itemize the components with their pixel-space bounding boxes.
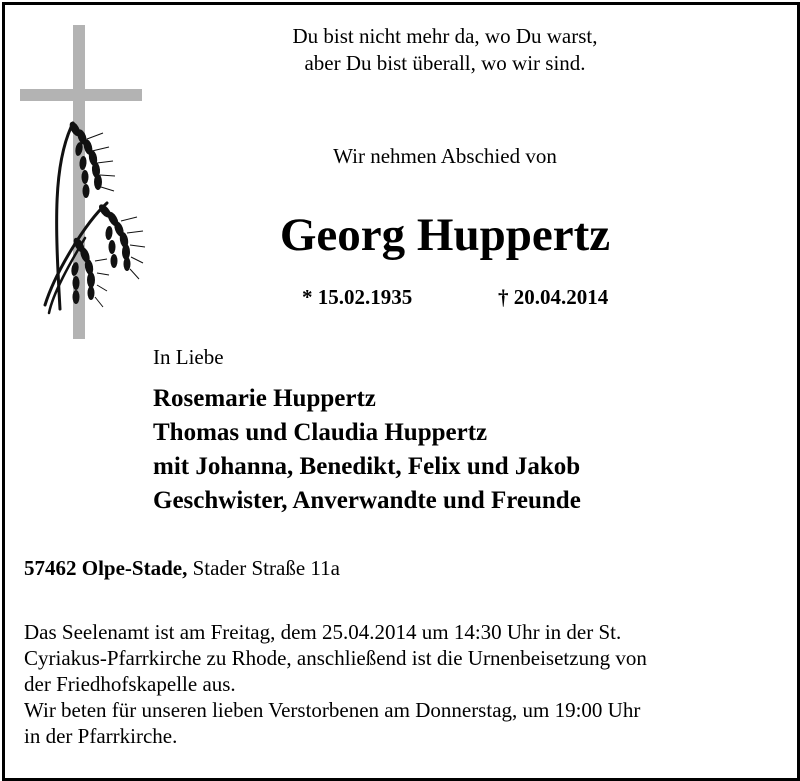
address-city: 57462 Olpe-Stade, [24, 556, 188, 580]
cross-horizontal-beam [20, 89, 142, 101]
obituary-notice [2, 2, 800, 781]
quote-line-1: Du bist nicht mehr da, wo Du warst, [292, 24, 598, 48]
mourner-line: Thomas und Claudia Huppertz [153, 419, 488, 446]
notice-line: Wir beten für unseren lieben Verstorbenen am Donnerstag, um 19:00 Uhr [24, 698, 641, 722]
cross-with-wheat-icon [15, 23, 155, 343]
in-love-label: In Liebe [153, 345, 224, 369]
family-address [24, 556, 340, 581]
mourner-line: mit Johanna, Benedikt, Felix und Jakob [153, 453, 581, 480]
death-date: † 20.04.2014 [498, 285, 609, 309]
mourner-line: Geschwister, Anverwandte und Freunde [153, 487, 581, 514]
notice-line: Cyriakus-Pfarrkirche zu Rhode, anschließend ist die Urnenbeisetzung von [24, 646, 647, 670]
address-street: Stader Straße 11a [192, 556, 340, 580]
deceased-name: Georg Huppertz [279, 209, 611, 261]
wheat-awns-lower [95, 259, 109, 307]
notice-line: der Friedhofskapelle aus. [24, 672, 236, 696]
birth-date: * 15.02.1935 [302, 285, 413, 309]
wheat-ear-right [97, 202, 131, 271]
farewell-intro: Wir nehmen Abschied von [333, 144, 557, 168]
mourners-list [153, 382, 581, 518]
notice-line: Das Seelenamt ist am Freitag, dem 25.04.2014 um 14:30 Uhr in der St. [24, 620, 622, 644]
mourner-line: Rosemarie Huppertz [153, 385, 376, 412]
service-notice [24, 619, 784, 749]
quote-line-2: aber Du bist überall, wo wir sind. [304, 51, 586, 75]
memorial-quote [235, 23, 655, 77]
notice-line: in der Pfarrkirche. [24, 724, 178, 748]
